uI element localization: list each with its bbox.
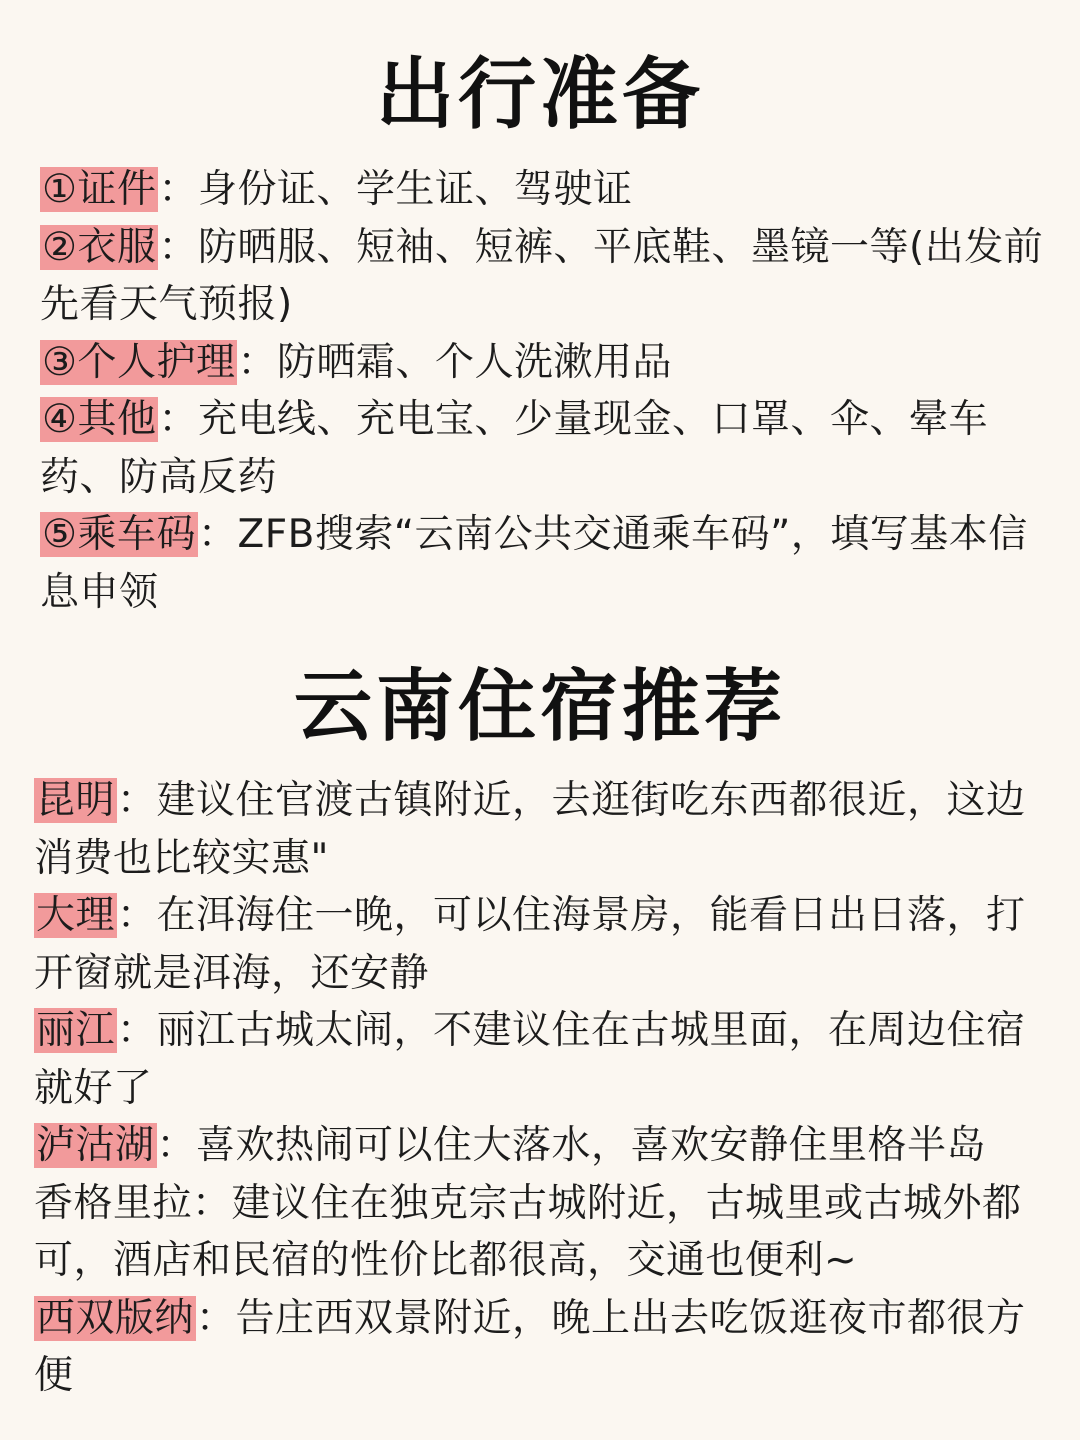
prep-item-clothes [40,219,1050,334]
lodging-item-lijiang [34,1002,1050,1117]
item-label: 大理 [36,893,116,938]
prep-item-personal-care [40,334,1050,392]
item-text: 香格里拉：建议住在独克宗古城附近，古城里或古城外都可，酒店和民宿的性价比都很高，交通也便利~ [34,1180,1022,1283]
item-label: 丽江 [36,1008,116,1053]
lodging-item-lugu-lake [34,1117,1050,1175]
item-text: 防晒服、短袖、短裤、平底鞋、墨镜一等(出发前先看天气预报) [40,224,1044,327]
item-colon: ： [156,1123,197,1168]
item-colon: ： [117,778,157,823]
item-label: 泸沽湖 [36,1123,155,1168]
item-text: 告庄西双景附近，晚上出去吃饭逛夜市都很方便 [34,1295,1026,1398]
item-colon: ： [196,1295,236,1341]
prep-item-documents [40,161,1050,219]
item-text: 充电线、充电宝、少量现金、口罩、伞、晕车药、防高反药 [40,397,988,500]
section-title-travel-prep: 出行准备 [375,50,704,140]
prep-item-transit-code [40,506,1050,621]
item-text: ZFB搜索“云南公共交通乘车码”，填写基本信息申领 [40,512,1028,615]
item-text: 喜欢热闹可以住大落水，喜欢安静住里格半岛 [196,1123,987,1168]
item-label: ②衣服 [42,224,157,270]
item-colon: ： [117,1008,157,1053]
item-label: ①证件 [42,167,157,212]
item-text: 在洱海住一晚，可以住海景房，能看日出日落，打开窗就是洱海，还安静 [34,893,1026,996]
item-colon: ： [158,224,198,270]
item-text: 防晒霜、个人洗漱用品 [276,339,672,385]
travel-prep-list [40,161,1050,621]
item-text: 丽江古城太闹，不建议住在古城里面，在周边住宿就好了 [34,1008,1026,1111]
item-label: 昆明 [36,778,116,823]
item-text: 身份证、学生证、驾驶证 [197,167,633,212]
lodging-item-kunming [34,772,1050,887]
item-colon: ： [158,167,198,212]
lodging-item-dali [34,887,1050,1002]
prep-item-others [40,391,1050,506]
item-label: ④其他 [42,397,157,442]
item-colon: ： [158,397,198,442]
item-label: ⑤乘车码 [42,512,196,557]
lodging-item-xishuangbanna [34,1290,1050,1405]
lodging-list [34,772,1050,1405]
lodging-item-shangri-la [34,1175,1050,1290]
item-text: 建议住官渡古镇附近，去逛街吃东西都很近，这边消费也比较实惠" [34,778,1026,881]
item-label: 西双版纳 [36,1295,195,1341]
item-label: ③个人护理 [42,339,236,385]
section-title-lodging: 云南住宿推荐 [293,662,786,752]
item-colon: ： [197,512,238,557]
item-colon: ： [237,339,277,385]
item-colon: ： [117,893,157,938]
